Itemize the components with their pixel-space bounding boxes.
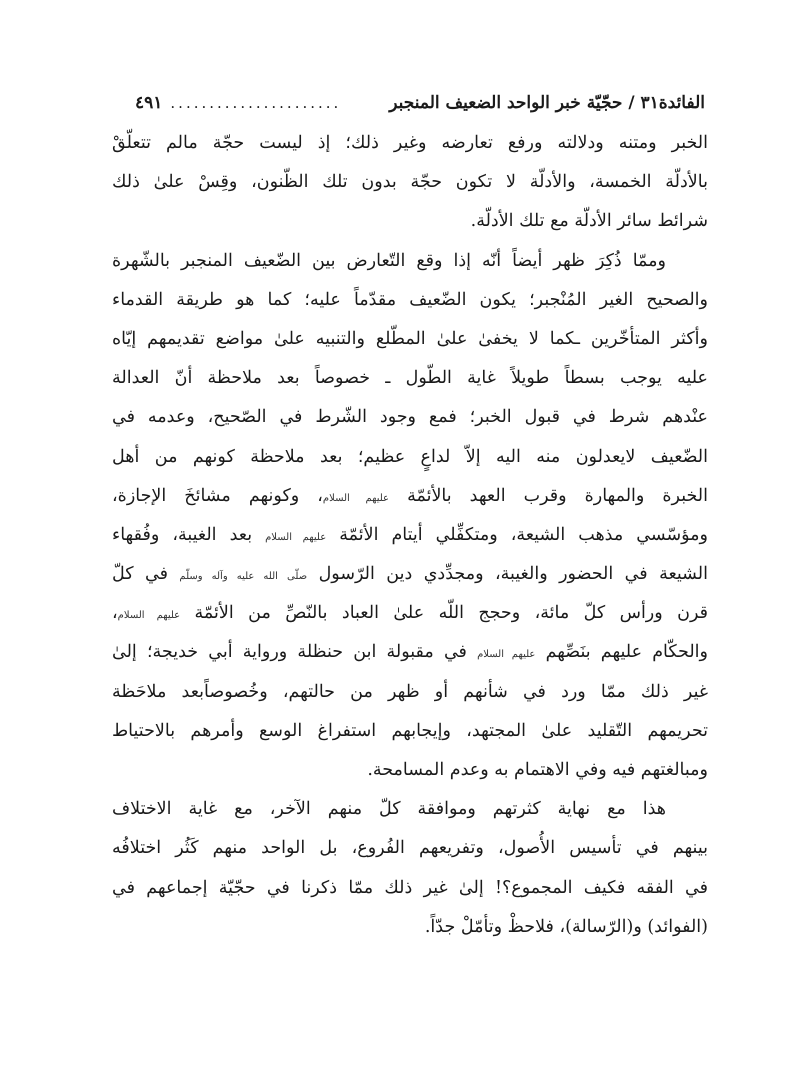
- text-line: [112, 516, 708, 555]
- text-line: [112, 281, 708, 320]
- line-text: الشيعة في الحضور والغيبة، ومجدِّدي دين الرّسول: [318, 564, 708, 585]
- text-line: [112, 359, 708, 398]
- text-line: [112, 790, 708, 829]
- line-text: وممّا ذُكِرَ ظهر أيضاً أنّه إذا وقع التّعارض بين الضّعيف المنجبر بالشّهرة: [112, 250, 666, 271]
- line-text: غير ذلك ممّا ورد في شأنهم أو ظهر من حالتهم، وخُصوصاًبعد ملاحَظة: [112, 681, 708, 702]
- honorific: عليهم السلام: [265, 531, 327, 543]
- text-line: [112, 869, 708, 908]
- line-text: (الفوائد) و(الرّسالة)، فلاحظْ وتأمّلْ جدّاً.: [424, 916, 708, 937]
- honorific: عليهم السلام: [322, 492, 390, 504]
- page-number: ٤٩١: [135, 93, 163, 113]
- line-text: وأكثر المتأخّرين ـكما لا يخفىٰ علىٰ المطّلع والتنبيه علىٰ مواضع تقديمهم إيّاه: [112, 328, 708, 349]
- line-text-continued: في كلّ: [112, 564, 180, 585]
- text-line: [112, 320, 708, 359]
- text-line: [112, 908, 708, 947]
- header-leader-dots: ......................: [170, 94, 342, 112]
- line-text: والصحيح الغير المُنْجبر؛ يكون الضّعيف مقدّماً عليه؛ كما هو طريقة القدماء: [112, 289, 708, 310]
- text-line: [112, 555, 708, 594]
- header-title: الفائدة٣١ / حجّيّة خبر الواحد الضعيف المنجبر: [389, 93, 705, 113]
- line-text: في الفقه فكيف المجموع؟! إلىٰ غير ذلك ممّا ذكرنا في حجّيّة إجماعهم في: [112, 877, 708, 898]
- running-header: [135, 86, 705, 120]
- line-text: عليه يوجب بسطاً طويلاً غاية الطّول ـ خصوصاً بعد ملاحظة أنّ العدالة: [112, 368, 708, 389]
- line-text: الخبرة والمهارة وقرب العهد بالأئمّة: [407, 485, 708, 506]
- text-line: [112, 242, 708, 281]
- line-text: شرائط سائر الأدلّة مع تلك الأدلّة.: [470, 211, 708, 232]
- honorific: صلّى الله عليه وآله وسلّم: [179, 571, 308, 583]
- honorific: عليهم السلام: [117, 610, 181, 622]
- text-line: [112, 673, 708, 712]
- text-line: [112, 163, 708, 202]
- text-line: [112, 398, 708, 437]
- line-text-continued: بعد الغيبة، وفُقهاء: [112, 524, 266, 545]
- text-line: [112, 633, 708, 672]
- line-text: بينهم في تأسيس الأُصول، وتفريعهم الفُروع، بل الواحد منهم كَثُر اختلافُه: [112, 838, 708, 859]
- text-line: [112, 124, 708, 163]
- line-text-continued: في مقبولة ابن حنظلة ورواية أبي خديجة؛ إلىٰ: [112, 642, 478, 663]
- text-line: [112, 438, 708, 477]
- line-text: عنْدهم شرط في قبول الخبر؛ فمع وجود الشّرط في الصّحيح، وعدمه في: [112, 407, 708, 428]
- line-text: ومبالغتهم فيه وفي الاهتمام به وعدم المسامحة.: [367, 760, 708, 780]
- line-text-continued: ، وكونهم مشائخَ الإجازة،: [112, 485, 323, 506]
- line-text: قرن ورأس كلّ مائة، وحجج اللّه علىٰ العباد بالنّصِّ من الأئمّة: [194, 603, 708, 624]
- text-line: [112, 829, 708, 868]
- body-text: [112, 124, 708, 947]
- line-text: هذا مع نهاية كثرتهم وموافقة كلّ منهم الآخر، مع غاية الاختلاف: [112, 799, 666, 820]
- text-line: [112, 594, 708, 633]
- line-text: تحريمهم التّقليد علىٰ المجتهد، وإيجابهم استفراغ الوسع وأمرهم بالاحتياط: [112, 720, 708, 741]
- line-text: الضّعيف لايعدلون منه اليه إلاّ لداعٍ عظيم؛ بعد ملاحظة كونهم من أهل: [112, 446, 708, 467]
- line-text: بالأدلّة الخمسة، والأدلّة لا تكون حجّة بدون تلك الظّنون، وقِسْ علىٰ ذلك: [112, 172, 708, 193]
- text-line: [112, 202, 708, 241]
- text-line: [112, 712, 708, 751]
- text-line: [112, 751, 708, 790]
- honorific: عليهم السلام: [477, 649, 536, 661]
- line-text-continued: ،: [112, 603, 118, 624]
- line-text: الخبر ومتنه ودلالته ورفع تعارضه وغير ذلك؛ إذ ليست حجّة مالم تتعلّقْ: [112, 133, 708, 153]
- line-text: والحكّام عليهم بنَصِّهم: [545, 642, 708, 663]
- line-text: ومؤسّسي مذهب الشيعة، ومتكفِّلي أيتام الأئمّة: [339, 524, 708, 545]
- text-line: [112, 477, 708, 516]
